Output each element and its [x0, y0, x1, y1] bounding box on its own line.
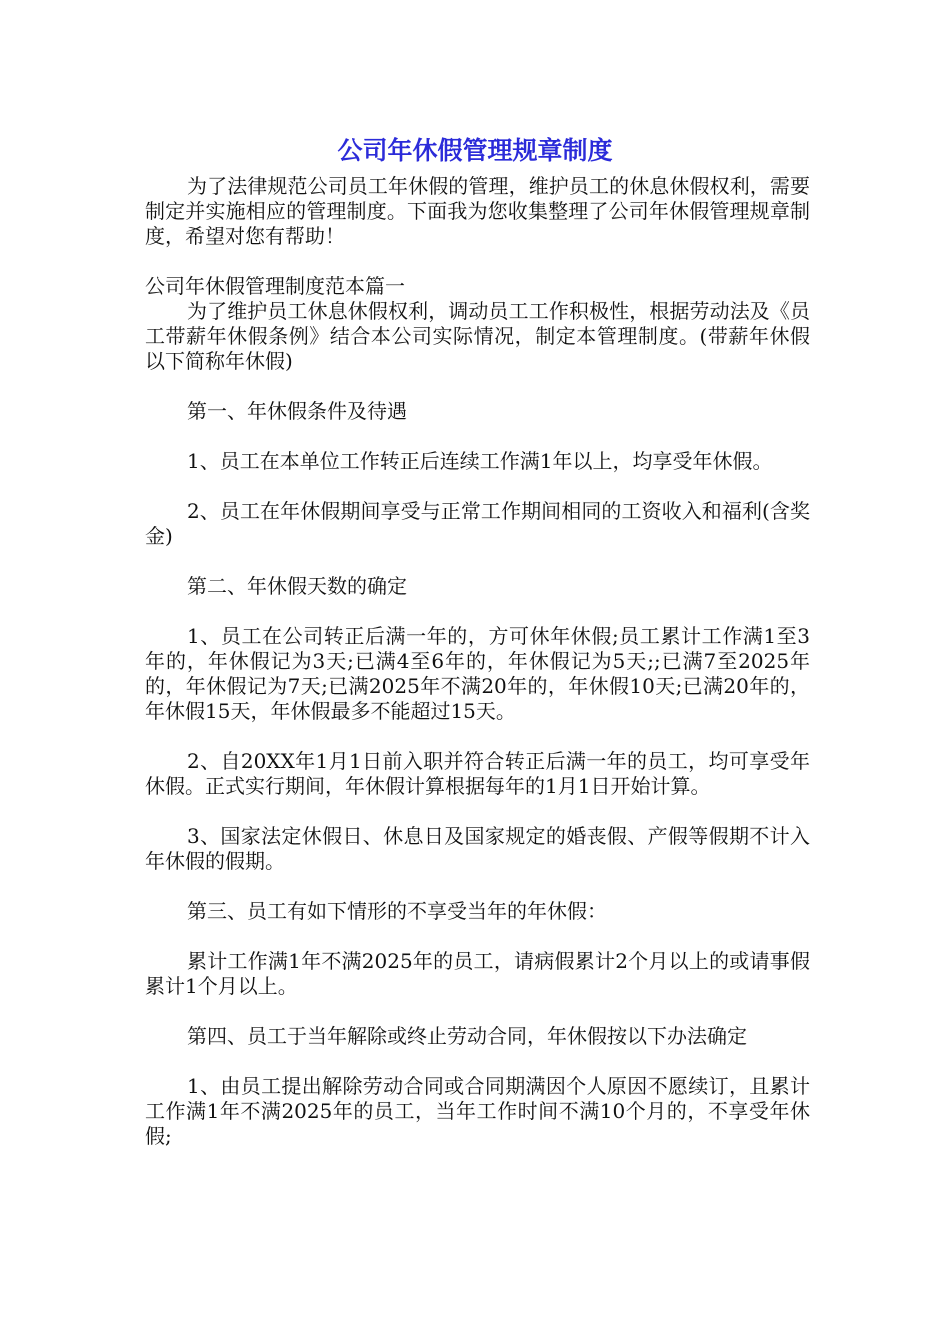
article-three-heading: 第三、员工有如下情形的不享受当年的年休假：: [187, 899, 607, 923]
article-one-item-1: 1、员工在本单位工作转正后连续工作满1年以上，均享受年休假。: [187, 449, 773, 473]
intro-paragraph: 为了法律规范公司员工年休假的管理，维护员工的休息休假权利，需要制定并实施相应的管理制度。下面我为您收集整理了公司年休假管理规章制度，希望对您有帮助！: [145, 174, 810, 248]
document-title: 公司年休假管理规章制度: [337, 136, 613, 165]
article-four-item-1: 1、由员工提出解除劳动合同或合同期满因个人原因不愿续订，且累计工作满1年不满2025年的员工，当年工作时间不满10个月的，不享受年休假;: [145, 1074, 810, 1148]
article-four-heading: 第四、员工于当年解除或终止劳动合同，年休假按以下办法确定: [187, 1024, 747, 1048]
article-one-heading: 第一、年休假条件及待遇: [187, 399, 407, 423]
article-two-heading: 第二、年休假天数的确定: [187, 574, 407, 598]
purpose-paragraph: 为了维护员工休息休假权利，调动员工工作积极性，根据劳动法及《员工带薪年休假条例》结合本公司实际情况，制定本管理制度。(带薪年休假以下简称年休假): [145, 299, 810, 373]
article-two-item-1: 1、员工在公司转正后满一年的，方可休年休假;员工累计工作满1至3年的，年休假记为3天;已满4至6年的，年休假记为5天;;已满7至2025年的，年休假记为7天;已满2025年不满20年的，年休假10天;已满20年的，年休假15天，年休假最多不能超过15天。: [145, 624, 810, 723]
article-one-item-2: 2、员工在年休假期间享受与正常工作期间相同的工资收入和福利(含奖金): [145, 499, 810, 548]
document-body: [145, 174, 810, 1149]
article-three-item: 累计工作满1年不满2025年的员工，请病假累计2个月以上的或请事假累计1个月以上。: [145, 949, 810, 998]
article-two-item-2: 2、自20XX年1月1日前入职并符合转正后满一年的员工，均可享受年休假。正式实行期间，年休假计算根据每年的1月1日开始计算。: [145, 749, 810, 798]
article-two-item-3: 3、国家法定休假日、休息日及国家规定的婚丧假、产假等假期不计入年休假的假期。: [145, 824, 810, 873]
section-heading-sample-one: 公司年休假管理制度范本篇一: [145, 274, 405, 298]
